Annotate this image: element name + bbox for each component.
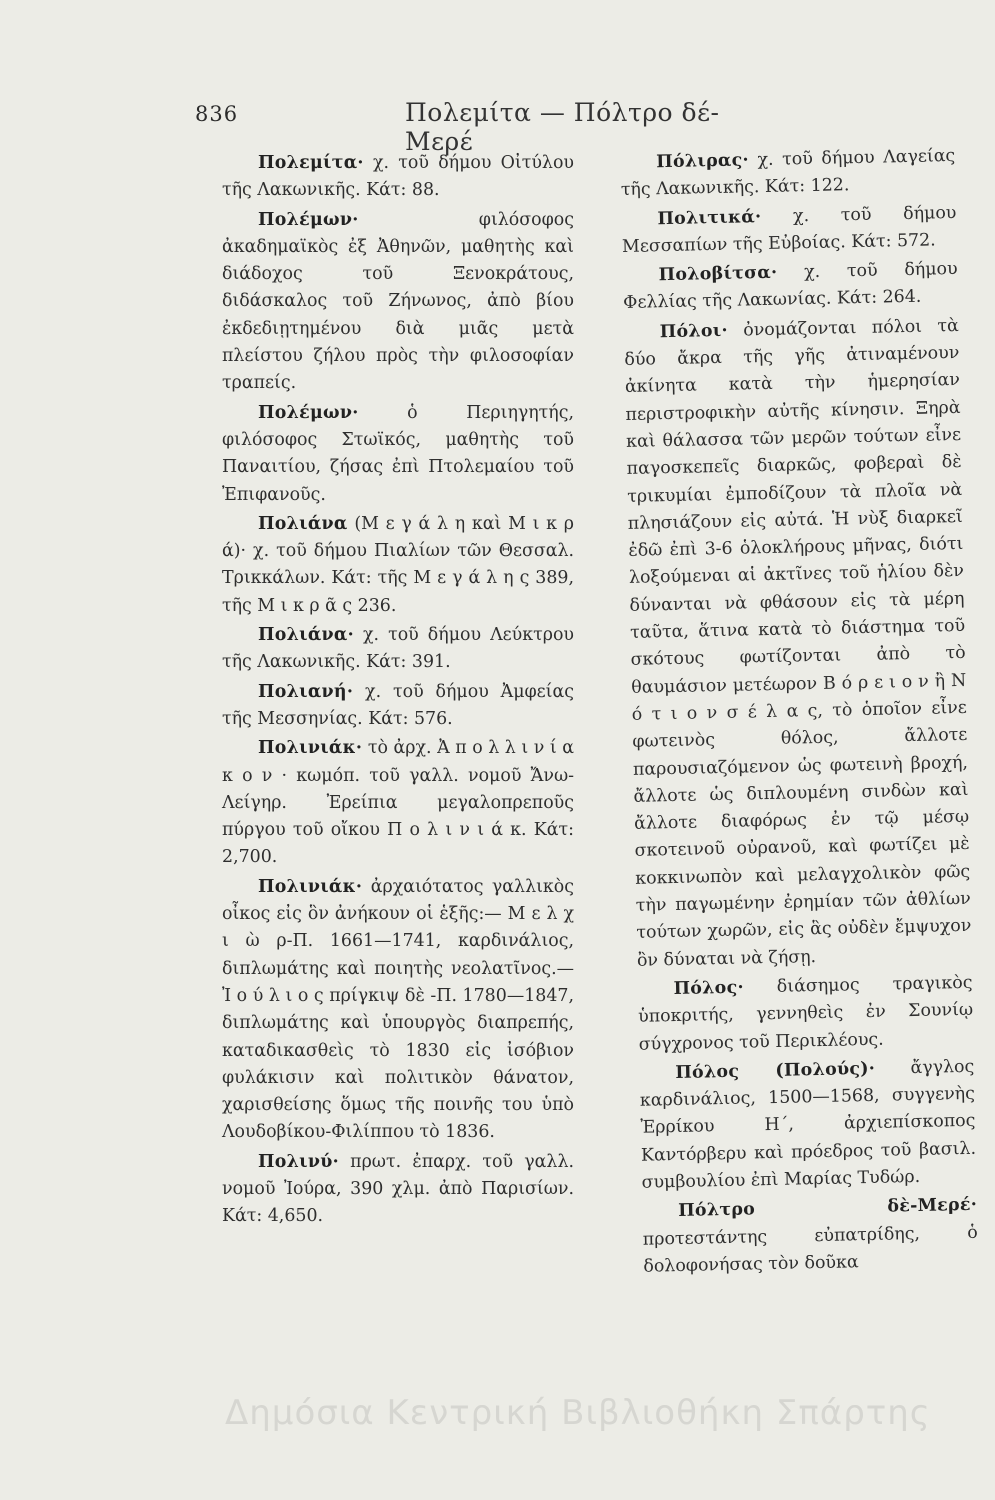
page-number: 836	[195, 102, 239, 126]
entry-headword: Πόλος (Πολούς)·	[675, 1058, 876, 1083]
entry-headword: Πολιάνα·	[258, 625, 354, 646]
entry-headword: Πολιτικά·	[657, 206, 762, 229]
dictionary-entry	[639, 1054, 977, 1197]
entry-body: χ. τοῦ δήμου Λαγείας τῆς Λακωνικῆς. Κάτ: 122.	[620, 145, 956, 201]
dictionary-entry	[222, 511, 574, 620]
dictionary-entry	[222, 207, 574, 398]
library-watermark: Δημόσια Κεντρική Βιβλιοθήκη Σπάρτης	[225, 1393, 931, 1433]
entry-body: χ. τοῦ δήμου Οἰτύλου τῆς Λακωνικῆς. Κάτ: 88.	[222, 153, 574, 201]
entry-body: ὀνομάζονται πόλοι τὰ δύο ἄκρα τῆς γῆς ἀτιναμένουν ἀκίνητα κατὰ τὴν ἡμερησίαν περιστροφικὴν αὐτῆς κίνησιν. Ξηρὰ καὶ θάλασσα τῶν μερῶν τούτων εἶνε παγοσκεπεῖς διαρκῶς, φοβεραὶ δὲ τρικυμίαι ἐμποδίζουν τὰ πλοῖα νὰ πλησιάζουν εἰς αὐτά. Ἡ νὺξ διαρκεῖ ἐδῶ ἐπὶ 3-6 ὁλοκλήρους μῆνας, διότι λοξούμεναι αἱ ἀκτῖνες τοῦ ἡλίου δὲν δύνανται νὰ φθάσουν εἰς τὰ μέρη ταῦτα, ἅτινα κατὰ τὸ διάστημα τοῦ σκότους φωτίζονται ἀπὸ τὸ θαυμάσιον μετέωρον Β ό ρ ε ι ο ν ἢ Ν ό τ ι ο ν σ έ λ α ς, τὸ ὁποῖον εἶνε φωτεινὸς θόλος, ἄλλοτε παρουσιαζόμενον ὡς φωτεινὴ βροχή, ἄλλοτε ὡς διπλουμένη σινδὼν καὶ ἄλλοτε διαφόρως ἐν τῷ μέσῳ σκοτεινοῦ οὐρανοῦ, καὶ φωτίζει μὲ κοκκινωπὸν καὶ μελαγχολικὸν φῶς τὴν παγωμένην ἐρημίαν τῶν ἀθλίων τούτων χωρῶν, εἰς ἃς οὐδὲν ἔμψυχον ὂν δύναται νὰ ζήσῃ.	[624, 315, 972, 971]
entry-body: χ. τοῦ δήμου Φελλίας τῆς Λακωνίας. Κάτ: 264.	[623, 259, 958, 314]
entry-body: ὁ Περιηγητής, φιλόσοφος Στωϊκός, μαθητὴς τοῦ Παναιτίου, ζήσας ἐπὶ Πτολεμαίου τοῦ Ἐπιφανοῦς.	[222, 402, 574, 505]
entry-headword: Πόλος·	[673, 977, 745, 999]
dictionary-entry	[222, 150, 574, 205]
entry-body: χ. τοῦ δήμου Μεσσαπίων τῆς Εὐβοίας. Κάτ: 572.	[621, 202, 957, 257]
entry-body: διάσημος τραγικὸς ὑποκριτής, γεννηθεὶς ἐν Σουνίῳ σύγχρονος τοῦ Περικλέους.	[637, 972, 974, 1055]
entry-body: χ. τοῦ δήμου Ἀμφείας τῆς Μεσσηνίας. Κάτ: 576.	[222, 681, 574, 729]
entry-headword: Πολέμων·	[258, 209, 359, 230]
entry-body: πρωτ. ἐπαρχ. τοῦ γαλλ. νομοῦ Ἰούρα, 390 χλμ. ἀπὸ Παρισίων. Κάτ: 4,650.	[222, 1151, 574, 1227]
entry-body: προτεστάντης εὐπατρίδης, ὁ δολοφονήσας τὸν δοῦκα	[642, 1222, 978, 1277]
right-column	[620, 143, 979, 1283]
dictionary-entry	[222, 1149, 574, 1231]
dictionary-entry	[621, 200, 957, 262]
entry-headword: Πολεμίτα·	[258, 153, 364, 173]
dictionary-entry	[620, 143, 956, 205]
running-title: Πολεμίτα — Πόλτρο δέ-Μερέ	[405, 98, 720, 156]
dictionary-entry	[222, 400, 574, 509]
dictionary-entry	[622, 256, 958, 318]
entry-headword: Πολινιάκ·	[258, 738, 363, 759]
entry-headword: Πολινιάκ·	[258, 876, 363, 897]
entry-headword: Πολιάνα	[258, 513, 348, 534]
dictionary-entry	[222, 679, 574, 734]
dictionary-entry	[222, 874, 574, 1147]
dictionary-entry	[222, 735, 574, 871]
entry-body: (Μ ε γ ά λ η καὶ Μ ι κ ρ ά)· χ. τοῦ δήμου Πιαλίων τῶν Θεσσαλ. Τρικκάλων. Κάτ: τῆς Μ ε γ ά λ η ς 389, τῆς Μ ι κ ρ ᾶ ς 236.	[222, 513, 574, 616]
entry-body: φιλόσοφος ἀκαδημαϊκὸς ἐξ Ἀθηνῶν, μαθητὴς καὶ διάδοχος τοῦ Ξενοκράτους, διδάσκαλος τοῦ Ζήνωνος, ἀπὸ βίου ἐκδεδιῃτημένου διὰ μιᾶς μετὰ πλείστου ζήλου πρὸς τὴν φιλοσοφίαν τραπείς.	[222, 209, 574, 394]
entry-body: τὸ ἀρχ. Ἀ π ο λ λ ι ν ί α κ ο ν · κωμόπ. τοῦ γαλλ. νομοῦ Ἄνω-Λείγηρ. Ἐρείπια μεγαλοπρεποῦς πύργου τοῦ οἴκου Π ο λ ι ν ι ά κ. Κάτ: 2,700.	[222, 738, 574, 868]
dictionary-entry	[637, 970, 974, 1059]
entry-body: ἄγγλος καρδινάλιος, 1500—1568, συγγενὴς Ἐρρίκου Η΄, ἀρχιεπίσκοπος Καντόρβερυ καὶ πρόεδρος τοῦ βασιλ. συμβουλίου ἐπὶ Μαρίας Τυδώρ.	[639, 1056, 977, 1193]
entry-headword: Πολιανή·	[258, 681, 354, 702]
dictionary-entry	[624, 313, 973, 975]
entry-headword: Πολινύ·	[258, 1151, 339, 1172]
dictionary-entry	[222, 622, 574, 677]
entry-headword: Πόλιρας·	[656, 150, 750, 173]
entry-body: ἀρχαιότατος γαλλικὸς οἶκος εἰς ὃν ἀνήκουν οἱ ἑξῆς:— Μ ε λ χ ι ὼ ρ-Π. 1661—1741, καρδινάλιος, διπλωμάτης καὶ ποιητὴς νεολατῖνος.—Ἰ ο ύ λ ι ο ς πρίγκιψ δὲ -Π. 1780—1847, διπλωμάτης καὶ ὑπουργὸς διαπρεπής, καταδικασθεὶς τὸ 1830 εἰς ἰσόβιον φυλάκισιν καὶ πολιτικὸν θάνατον, χαρισθείσης ὅμως τῆς ποινῆς του ὑπὸ Λουδοβίκου-Φιλίππου τὸ 1836.	[222, 876, 574, 1143]
left-column	[222, 150, 574, 1233]
dictionary-entry	[642, 1192, 979, 1281]
page-header	[195, 98, 765, 156]
entry-headword: Πόλοι·	[659, 320, 729, 342]
entry-headword: Πόλτρο δὲ-Μερέ·	[678, 1195, 978, 1222]
entry-headword: Πολέμων·	[258, 402, 359, 423]
entry-headword: Πολοβίτσα·	[658, 262, 778, 286]
entry-body: χ. τοῦ δήμου Λεύκτρου τῆς Λακωνικῆς. Κάτ: 391.	[222, 625, 574, 673]
